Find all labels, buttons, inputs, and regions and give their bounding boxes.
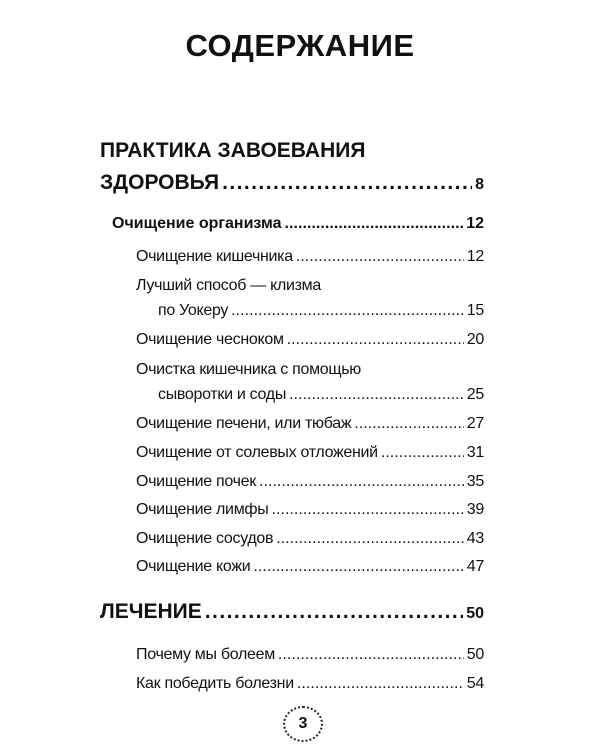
section-title-line2: ЗДОРОВЬЯ [100,171,220,194]
page-ref: 31 [466,444,484,461]
entry-title: Очищение организма [112,215,282,232]
toc-entry-section2[interactable] [100,600,484,624]
page-title: СОДЕРЖАНИЕ [185,28,415,63]
page-ref: 47 [466,558,484,575]
section-title: ЛЕЧЕНИЕ [100,600,202,623]
toc-entry[interactable] [158,386,484,404]
leader-dots [285,215,464,233]
page-ref: 43 [466,530,484,547]
page-ref: 15 [466,302,484,319]
leader-dots [289,386,464,404]
toc-entry[interactable] [136,530,484,548]
leader-dots [222,171,472,195]
page-ref: 12 [466,215,484,232]
leader-dots [287,331,464,349]
page-ref: 39 [466,501,484,518]
entry-title: Очищение от солевых отложений [136,444,378,461]
toc-entry[interactable] [136,675,484,693]
toc-entry[interactable] [136,501,484,519]
leader-dots [296,248,464,266]
entry-title: сыворотки и соды [158,386,287,403]
toc-entry[interactable] [136,444,484,462]
entry-title: Почему мы болеем [136,646,275,663]
entry-title: Очищение печени, или тюбаж [136,415,352,432]
toc-entry[interactable] [136,331,484,349]
page-ref: 35 [466,473,484,490]
entry-title: Очищение кожи [136,558,251,575]
entry-title: по Уокеру [158,302,229,319]
page-ref: 54 [466,675,484,692]
toc-entry[interactable] [136,558,484,576]
page-ref: 50 [466,605,484,622]
entry-title: Как победить болезни [136,675,294,692]
entry-title: Очищение почек [136,473,256,490]
toc-entry[interactable] [136,415,484,433]
toc-entry-section1[interactable] [100,171,484,195]
leader-dots [381,444,464,462]
toc-entry[interactable] [136,248,484,266]
leader-dots [205,600,463,624]
leader-dots [253,558,463,576]
page-ref: 25 [466,386,484,403]
page-ref: 20 [466,331,484,348]
leader-dots [231,302,464,320]
toc-entry[interactable] [136,646,484,664]
leader-dots [297,675,464,693]
page-ref: 50 [466,646,484,663]
leader-dots [276,530,464,548]
entry-title: Очищение кишечника [136,248,293,265]
leader-dots [354,415,464,433]
page-ref: 8 [475,176,484,193]
entry-title: Очищение лимфы [136,501,269,518]
toc-entry[interactable] [158,302,484,320]
leader-dots [259,473,464,491]
leader-dots [278,646,464,664]
section-title-line1: ПРАКТИКА ЗАВОЕВАНИЯ [100,139,366,162]
page-number: 3 [283,706,323,742]
entry-title-line1: Лучший способ — клизма [136,277,321,294]
page-ref: 12 [466,248,484,265]
toc-entry[interactable] [136,473,484,491]
page-ref: 27 [466,415,484,432]
entry-title: Очищение сосудов [136,530,274,547]
toc-entry-subsection[interactable] [112,215,484,233]
leader-dots [271,501,463,519]
entry-title: Очищение чесноком [136,331,284,348]
entry-title-line1: Очистка кишечника с помощью [136,361,361,378]
